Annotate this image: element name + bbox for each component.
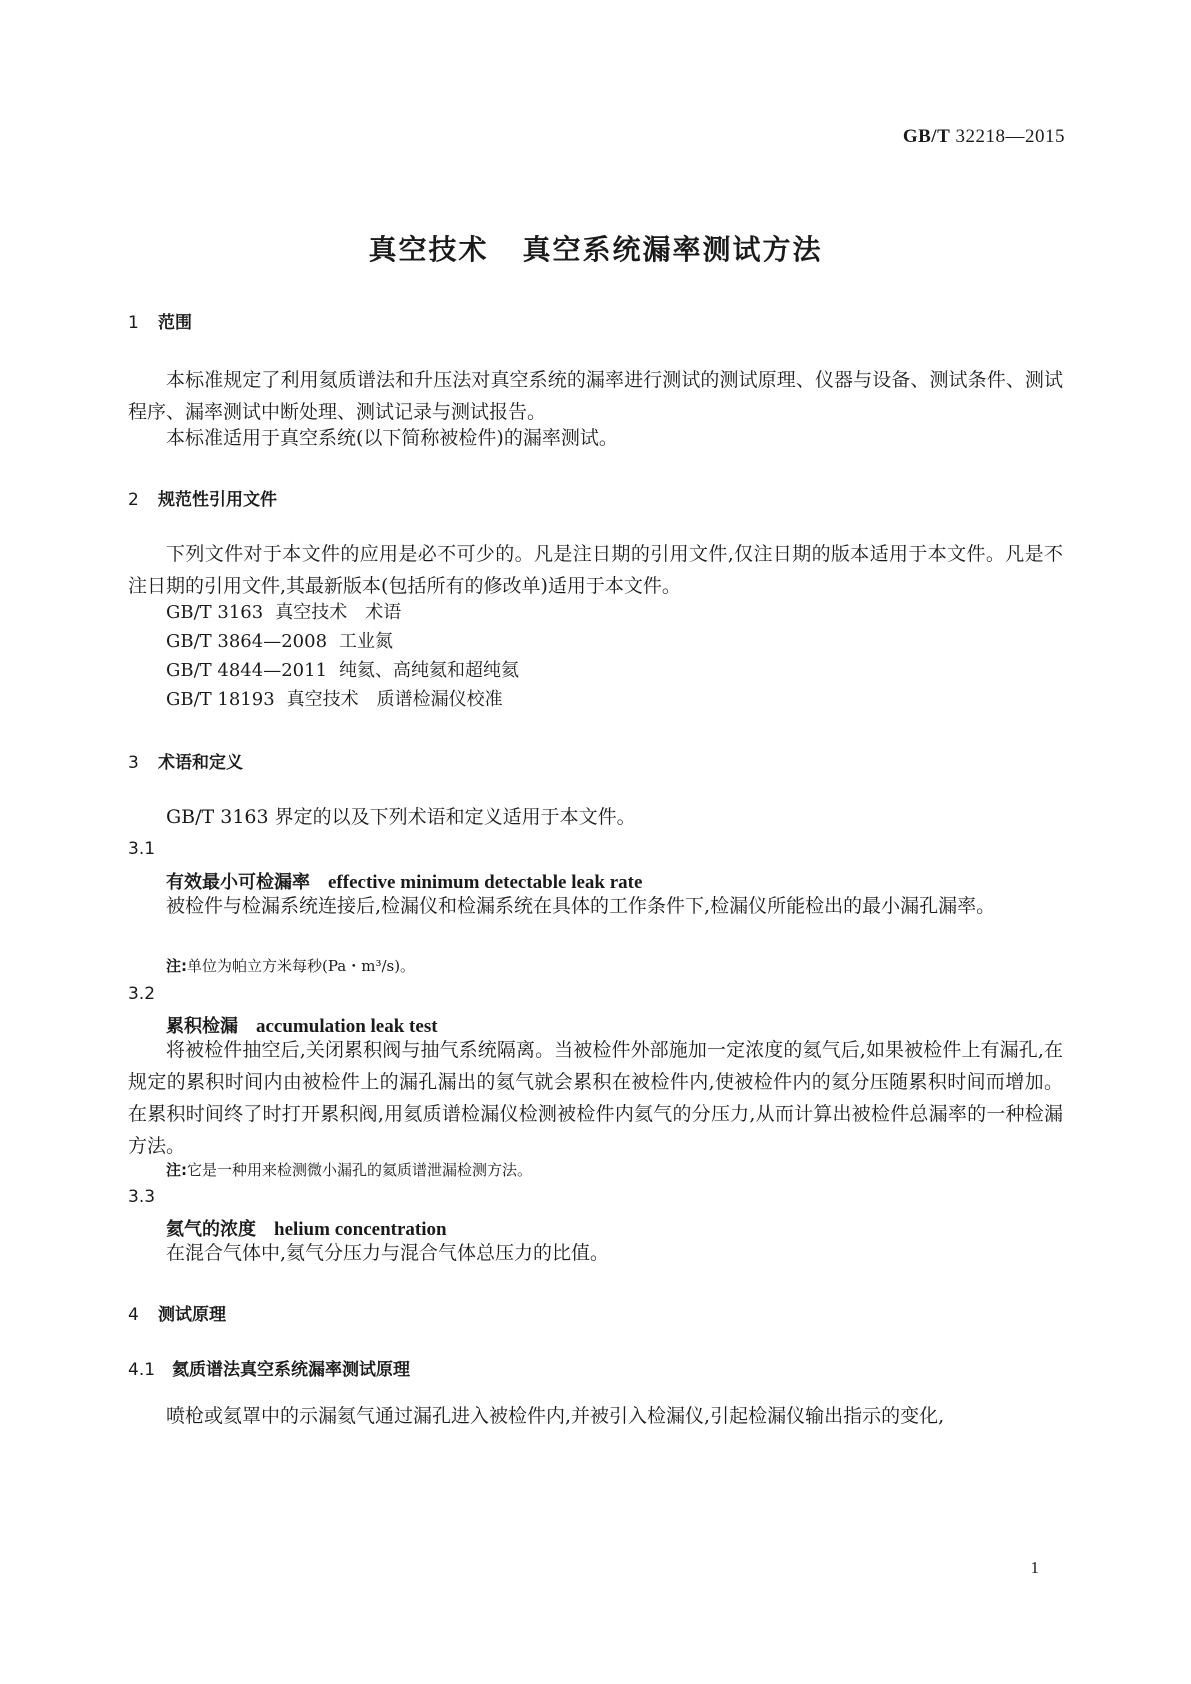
standard-code-prefix: GB/T — [902, 126, 951, 147]
term-zh: 有效最小可检漏率 — [166, 872, 310, 893]
term-number: 3.2 — [128, 984, 156, 1004]
section-4-heading — [128, 1300, 226, 1325]
section-2-heading — [128, 485, 277, 510]
section-1-heading — [128, 308, 192, 333]
section-number: 1 — [128, 313, 139, 333]
section-3-heading — [128, 748, 243, 773]
note-label: 注: — [166, 957, 187, 975]
reference-item — [128, 684, 503, 716]
reference-code: GB/T 4844—2011 — [166, 660, 328, 681]
reference-title: 工业氮 — [339, 631, 394, 652]
reference-item — [128, 655, 519, 687]
section-3-intro: GB/T 3163 界定的以及下列术语和定义适用于本文件。 — [166, 806, 636, 828]
term-number: 3.3 — [128, 1187, 156, 1207]
note-text: 单位为帕立方米每秒(Pa・m³/s)。 — [187, 957, 416, 975]
reference-code: GB/T 3864—2008 — [166, 631, 328, 652]
section-2-paragraph-1: 下列文件对于本文件的应用是必不可少的。凡是注日期的引用文件,仅注日期的版本适用于本文件。凡是不注日期的引用文件,其最新版本(包括所有的修改单)适用于本文件。 — [128, 543, 1063, 597]
term-note — [128, 1159, 532, 1180]
term-definition: 被检件与检漏系统连接后,检漏仪和检漏系统在具体的工作条件下,检漏仪所能检出的最小漏孔漏率。 — [166, 895, 996, 917]
term-en: accumulation leak test — [256, 1016, 438, 1037]
note-text: 它是一种用来检测微小漏孔的氦质谱泄漏检测方法。 — [187, 1161, 533, 1179]
section-number: 3 — [128, 753, 139, 773]
standard-code — [903, 126, 1065, 148]
reference-code: GB/T 3163 — [166, 602, 264, 623]
reference-title: 真空技术 质谱检漏仪校准 — [286, 689, 503, 710]
term-en: helium concentration — [274, 1219, 447, 1240]
reference-title: 纯氦、高纯氦和超纯氦 — [339, 660, 520, 681]
section-number: 4 — [128, 1305, 139, 1325]
term-zh: 累积检漏 — [166, 1016, 238, 1037]
term-definition: 在混合气体中,氦气分压力与混合气体总压力的比值。 — [166, 1242, 610, 1264]
note-label: 注: — [166, 1161, 187, 1179]
subsection-title: 氦质谱法真空系统漏率测试原理 — [172, 1360, 410, 1380]
section-1-paragraph-1: 本标准规定了利用氦质谱法和升压法对真空系统的漏率进行测试的测试原理、仪器与设备、测试条件、测试程序、漏率测试中断处理、测试记录与测试报告。 — [128, 369, 1063, 423]
term-note — [128, 955, 415, 976]
section-title: 术语和定义 — [158, 753, 243, 773]
term-en: effective minimum detectable leak rate — [328, 872, 643, 893]
title-part2: 真空系统漏率测试方法 — [522, 233, 823, 266]
section-4-paragraph-1: 喷枪或氦罩中的示漏氦气通过漏孔进入被检件内,并被引入检漏仪,引起检漏仪输出指示的变化, — [166, 1405, 945, 1427]
section-title: 测试原理 — [158, 1305, 226, 1325]
subsection-number: 4.1 — [128, 1360, 156, 1380]
term-zh: 氦气的浓度 — [166, 1219, 256, 1240]
section-title: 规范性引用文件 — [158, 490, 277, 510]
reference-item — [128, 597, 401, 629]
term-definition: 将被检件抽空后,关闭累积阀与抽气系统隔离。当被检件外部施加一定浓度的氦气后,如果被检件上有漏孔,在规定的累积时间内由被检件上的漏孔漏出的氦气就会累积在被检件内,使被检件内的氦分压随累积时间而增加。在累积时间终了时打开累积阀,用氦质谱检漏仪检测被检件内氦气的分压力,从而计算出被检件总漏率的一种检漏方法。 — [128, 1039, 1063, 1157]
reference-item — [128, 626, 393, 658]
term-number: 3.1 — [128, 839, 156, 859]
page-number: 1 — [1030, 1558, 1039, 1577]
reference-title: 真空技术 术语 — [275, 602, 402, 623]
standard-code-number: 32218—2015 — [950, 126, 1065, 147]
subsection-4-1-heading — [128, 1355, 410, 1380]
reference-code: GB/T 18193 — [166, 689, 275, 710]
section-1-paragraph-2: 本标准适用于真空系统(以下简称被检件)的漏率测试。 — [166, 427, 618, 449]
title-part1: 真空技术 — [368, 233, 489, 266]
section-title: 范围 — [158, 313, 192, 333]
section-number: 2 — [128, 490, 139, 510]
document-title — [0, 228, 1191, 268]
